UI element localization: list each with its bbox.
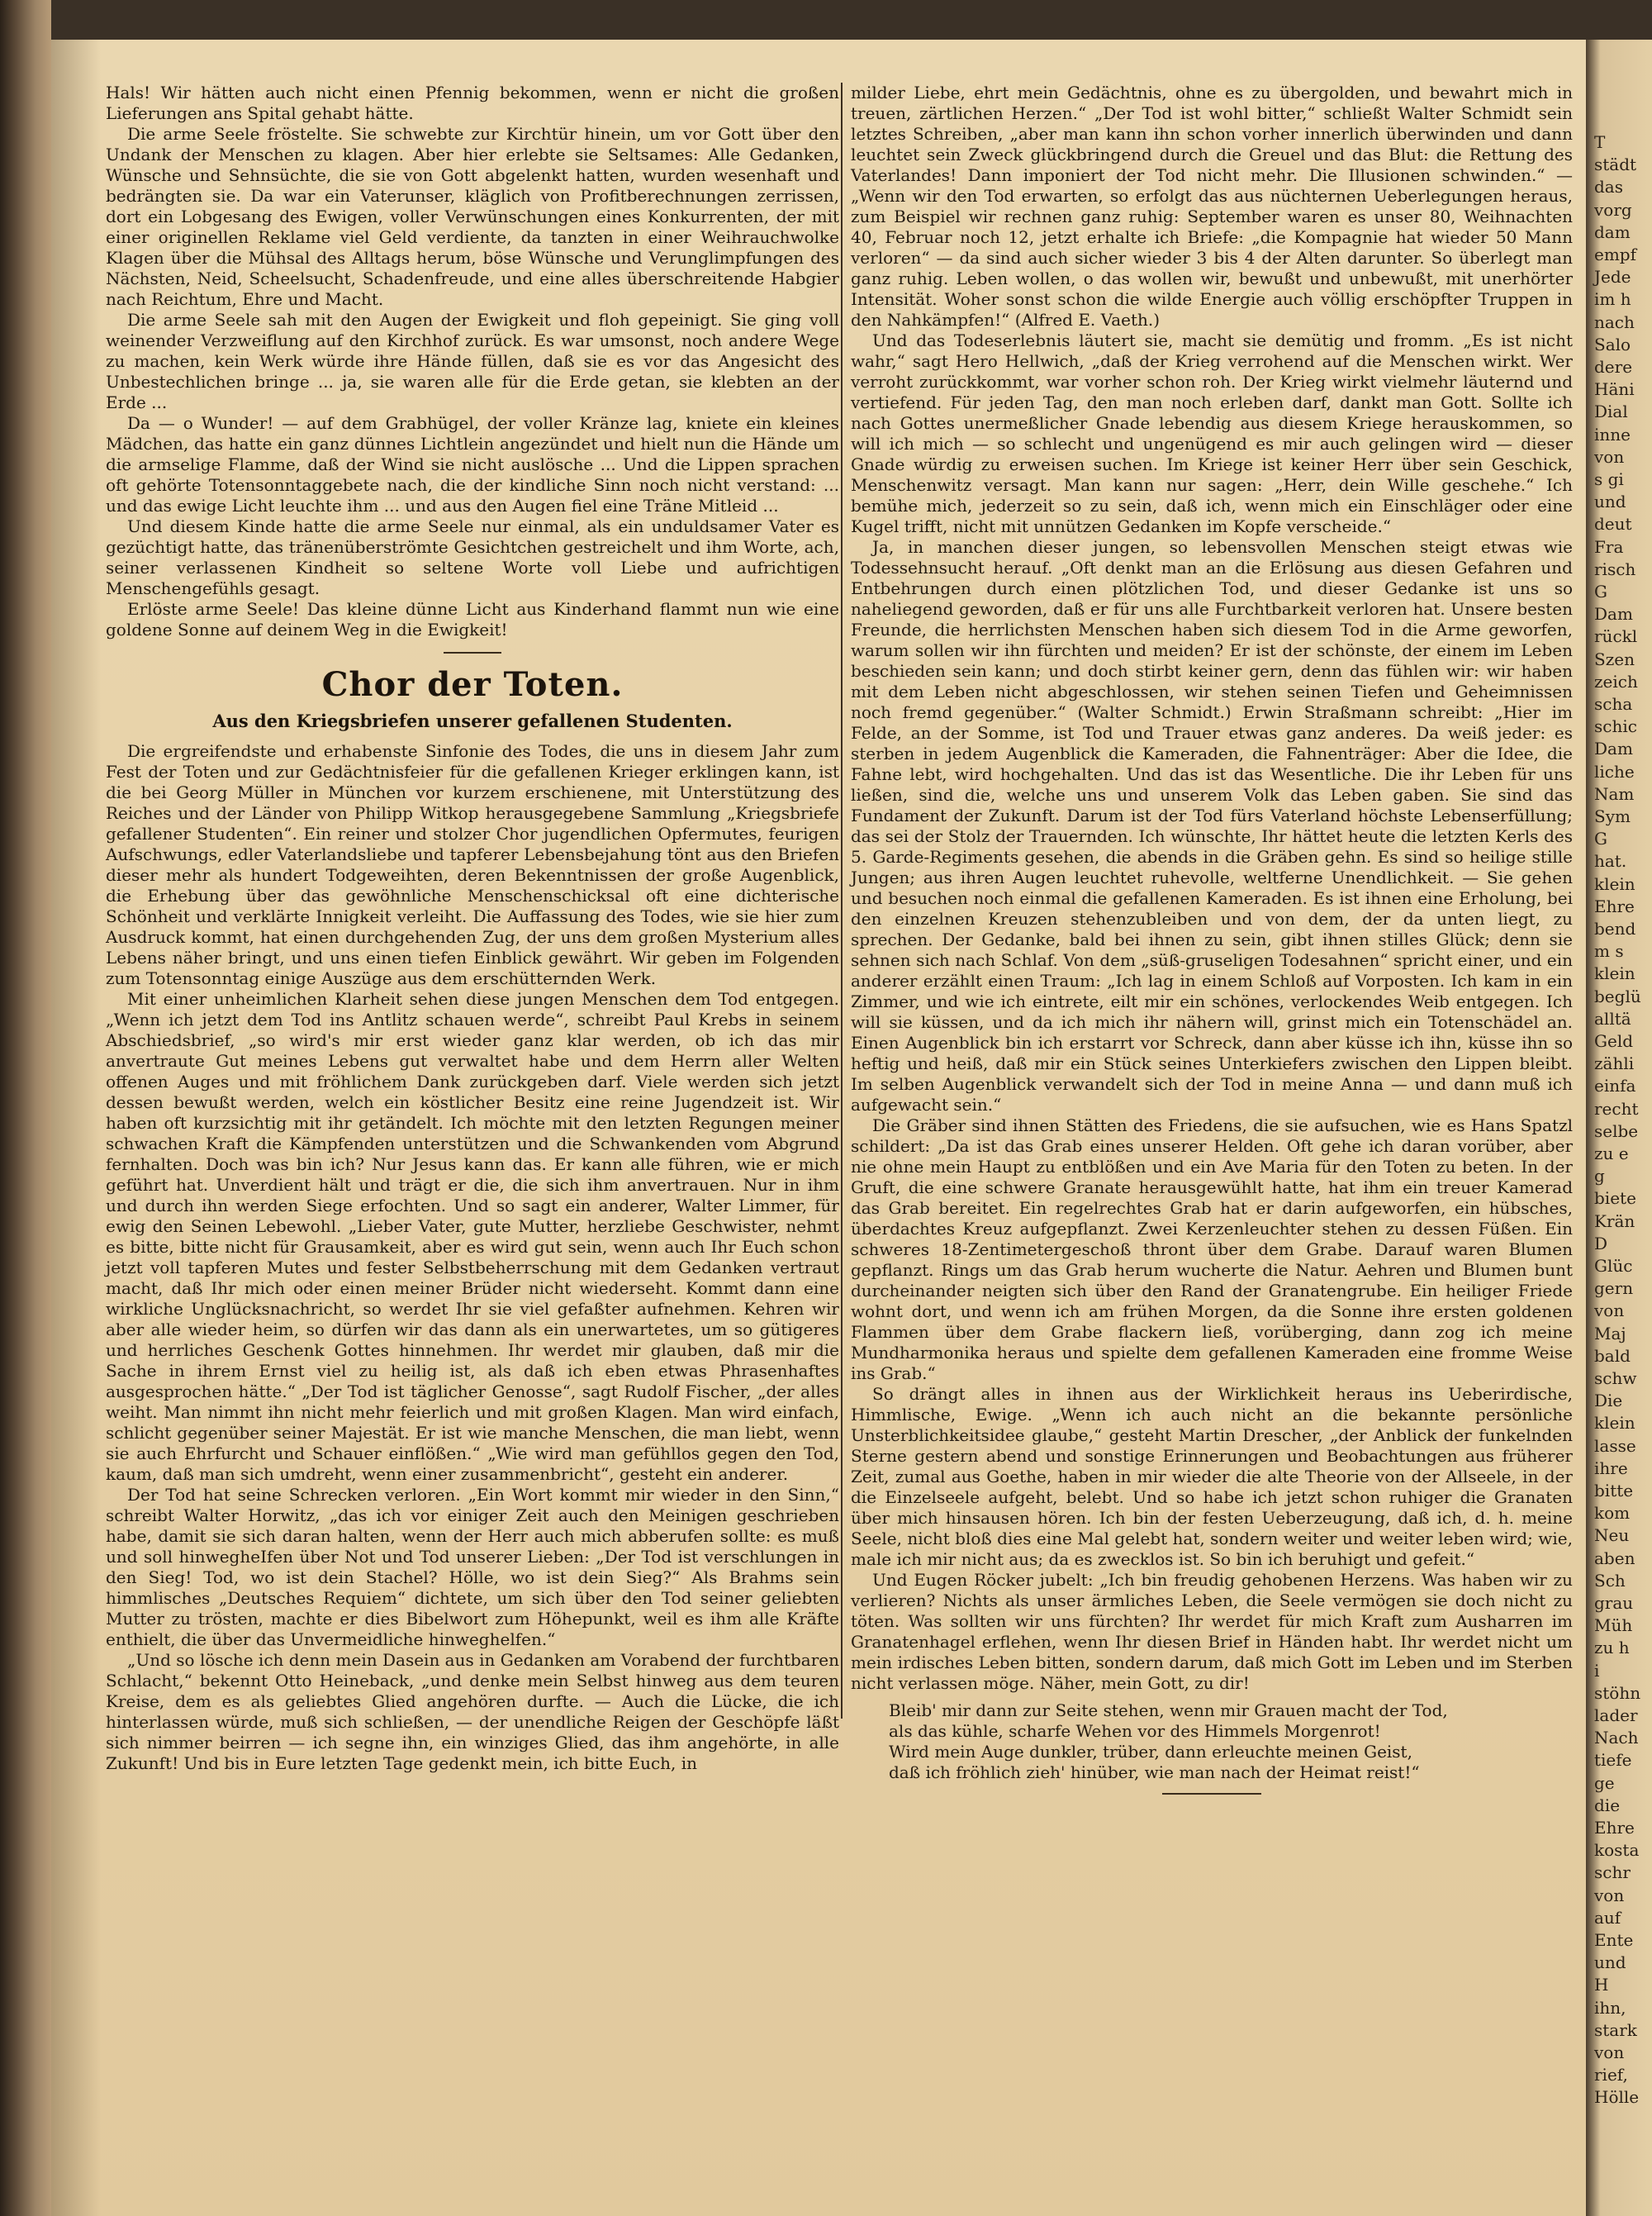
verse-line: daß ich fröhlich zieh' hinüber, wie man nach der Heimat reist!“ — [889, 1762, 1420, 1782]
adjacent-page-fragment: Glüc — [1594, 1256, 1633, 1276]
adjacent-page-fragment: bald — [1594, 1345, 1631, 1366]
adjacent-page-fragment: liche — [1594, 761, 1635, 782]
adjacent-page-fragment: Ehre — [1594, 1818, 1635, 1838]
column-rule — [841, 83, 843, 1719]
adjacent-page-fragment: lader — [1594, 1705, 1638, 1725]
adjacent-page-fragment: bend — [1594, 919, 1636, 939]
adjacent-page-fragment: Fra — [1594, 536, 1624, 557]
adjacent-page-fragment: Ehre — [1594, 896, 1635, 916]
adjacent-page-fragment: H — [1594, 1975, 1609, 1995]
adjacent-page-fragment: zähli — [1594, 1053, 1635, 1074]
article-paragraph: milder Liebe, ehrt mein Gedächtnis, ohne es zu übergolden, und bewahrt mich in treuen, zärtlichen Herzen.“ „Der Tod ist wohl bitter,“ schließt Walter Schmidt sein letztes Schreiben, „aber man kann ihn schon vorher innerlich überwinden und dann leuchtet sein Zweck glückbringend durch die Greuel und das Blut: die Rettung des Vaterlandes! Dann imponiert der Tod nicht mehr. Die Illusionen schwinden.“ — „Wenn wir den Tod erwarten, so erfolgt das aus nüchternen Ueberlegungen heraus, zum Beispiel wir rechnen ganz ruhig: September waren es unser 80, Weihnachten 40, Februar noch 12, jetzt erhalte ich Briefe: „die Kompagnie hat wieder 50 Mann verloren“ — da sind auch sicher wieder 3 bis 4 der Alten darunter. So überlegt man ganz ruhig. Leben wollen, o das wollen wir, bewußt und unbewußt, mit unerhörter Intensität. Woher sonst schon die wilde Energie auch völlig erschöpfter Truppen in den Nahkämpfen!“ (Alfred E. Vaeth.) — [851, 83, 1573, 330]
adjacent-page-fragment: städt — [1594, 155, 1637, 175]
adjacent-page-fragment: Hölle — [1594, 2087, 1640, 2108]
adjacent-page-fragment: kom — [1594, 1503, 1631, 1524]
adjacent-page-fragment: Salo — [1594, 334, 1631, 354]
adjacent-page-fragment: von — [1594, 1301, 1625, 1321]
article-paragraph: Und das Todeserlebnis läutert sie, macht sie demütig und fromm. „Es ist nicht wahr,“ sagt Hero Hellwich, „daß der Krieg verrohend auf die Menschen wirkt. Wer verroht zurückkommt, war vorher schon roh. Der Krieg wirkt vielmehr läuternd und vertiefend. Für jeden Tag, den man noch erleben darf, dankt man Gott. Sollte ich nach Gottes unermeßlicher Gnade lebendig aus diesem Kriege herauskommen, so will ich mich — so schlecht und ungenügend es mir auch gelingen wird — dieser Gnade würdig zu erweisen suchen. Im Kriege ist keiner Herr über sein Geschick, Menschenwitz versagt. Man kann nur sagen: „Herr, dein Wille geschehe.“ Ich bemühe mich, jederzeit so zu sein, daß ich, wenn mich ein Einschläger oder eine Kugel trifft, nicht mit unnützen Gedanken im Kopfe verscheide.“ — [851, 330, 1573, 536]
adjacent-page-fragment: ihre — [1594, 1458, 1628, 1478]
article-end-rule — [1162, 1793, 1261, 1795]
adjacent-page-fragment: Krän — [1594, 1210, 1635, 1231]
adjacent-page-fragment: von — [1594, 1885, 1625, 1905]
adjacent-page-fragment: einfa — [1594, 1076, 1636, 1096]
adjacent-page-fragment: stöhn — [1594, 1682, 1641, 1703]
adjacent-page-fragment: hat. — [1594, 851, 1627, 872]
adjacent-page-fragment: Sch — [1594, 1570, 1626, 1591]
adjacent-page-fragment: Nam — [1594, 783, 1635, 804]
adjacent-page-fragment: Geld — [1594, 1031, 1634, 1051]
intro-paragraph: Hals! Wir hätten auch nicht einen Pfennig bekommen, wenn er nicht die großen Lieferungen ans Spital gehabt hätte. — [106, 83, 839, 123]
adjacent-page-fragment: m s — [1594, 941, 1624, 962]
adjacent-page-fragment: das — [1594, 177, 1623, 197]
adjacent-page-fragment: rief, — [1594, 2065, 1628, 2085]
adjacent-page-fragment: Maj — [1594, 1323, 1626, 1343]
adjacent-page-fragment: dere — [1594, 357, 1633, 377]
adjacent-page-fragment: Jede — [1594, 267, 1631, 288]
adjacent-page-fragment: Dam — [1594, 604, 1633, 625]
adjacent-page-fragment: zu e — [1594, 1144, 1629, 1163]
adjacent-page-fragment: risch — [1594, 559, 1636, 579]
adjacent-page-fragment: klein — [1594, 873, 1635, 894]
article-subtitle: Aus den Kriegsbriefen unserer gefallenen Studenten. — [212, 711, 733, 731]
adjacent-page-fragment: dam — [1594, 221, 1631, 242]
article-paragraph: Und Eugen Röcker jubelt: „Ich bin freudig gehobenen Herzens. Was haben wir zu verlieren? Nichts als unser ärmliches Leben, die Seele vermögen sie doch nicht zu töten. Was sollten wir uns fürchten? Ihr werdet für mich Kraft zum Ausharren im Granatenhagel erflehen, wenn Ihr diesen Brief in Händen habt. Ihr werdet nicht um mein irdisches Leben bitten, sondern darum, daß mich Gott im Leben und im Sterben nicht verlassen möge. Näher, mein Gott, zu dir! — [851, 1570, 1573, 1693]
adjacent-page-fragment: Nach — [1594, 1728, 1639, 1748]
article-paragraph: Mit einer unheimlichen Klarheit sehen diese jungen Menschen dem Tod entgegen. „Wenn ich jetzt dem Tod ins Antlitz schauen werde“, schreibt Paul Krebs in seinem Abschiedsbrief, „so wird's mir erst wieder ganz klar werden, ob ich das mir anvertraute Gut meines Lebens gut verwaltet habe und dem Herrn aller Welten offenen Auges und mit fröhlichem Dank zurückgeben darf. Viele werden sich jetzt dessen bewußt werden, welch ein köstlicher Besitz eine reine Jugendzeit ist. Wir haben oft kurzsichtig mit ihr getändelt. Ich möchte mit den letzten Regungen meiner schwachen Kraft die Kämpfenden unterstützen und die Schwankenden vom Abgrund fernhalten. Doch was bin ich? Nur Jesus kann das. Er kann alle führen, wie er mich geführt hat. Unverdient hält und trägt er die, die sich ihm anvertrauen. Nur in ihm und durch ihn werden Siege erfochten. Und so sagt ein anderer, Walter Limmer, für ewig den Seinen Lebewohl. „Lieber Vater, gute Mutter, herzliebe Geschwister, nehmt es bitte, bitte nicht für Grausamkeit, aber es wird gut sein, wenn auch Ihr Euch schon jetzt voll tapferen Mutes und fester Selbstbeherrschung mit dem Gedanken vertraut macht, daß Ihr mich oder einen meiner Brüder nicht wiederseht. Kommt dann eine wirkliche Unglücksnachricht, so werdet Ihr sie viel gefaßter aufnehmen. Kehren wir aber alle wieder heim, so dürfen wir das dann als ein unerwartetes, um so gütigeres und herrliches Geschenk Gottes hinnehmen. Ihr werdet mir glauben, daß mir die Sache in ihrem Ernst viel zu heilig ist, als daß ich eben etwas Phrasenhaftes ausgesprochen hätte.“ „Der Tod ist täglicher Genosse“, sagt Rudolf Fischer, „der alles weiht. Man nimmt ihn nicht mehr feierlich und mit großen Klagen. Man wird einfach, schlicht gegenüber seiner Majestät. Er ist wie manche Menschen, die man liebt, wenn sie auch Ehrfurcht und Schauer einflößen.“ „Wie wird man gefühllos gegen den Tod, kaum, daß man sich umdreht, wenn einer zusammenbricht“, gesteht ein anderer. — [106, 989, 839, 1484]
adjacent-page-fragment: gern — [1594, 1278, 1634, 1299]
adjacent-page-fragment: klein — [1594, 1413, 1635, 1434]
adjacent-page-fragment: im h — [1594, 289, 1631, 310]
adjacent-page-fragment: rückl — [1594, 626, 1638, 647]
adjacent-page-fragment: ihn, — [1594, 1997, 1626, 2018]
adjacent-page-fragment: grau — [1594, 1593, 1634, 1613]
adjacent-page-fragment: aben — [1594, 1548, 1635, 1568]
adjacent-page-fragment: schic — [1594, 716, 1637, 737]
verse-line: Wird mein Auge dunkler, trüber, dann erleuchte meinen Geist, — [889, 1742, 1412, 1762]
intro-paragraph: Die arme Seele fröstelte. Sie schwebte zur Kirchtür hinein, um vor Gott über den Undank der Menschen zu klagen. Aber hier erlebte sie Seltsames: Alle Gedanken, Wünsche und Sehnsüchte, die sie von Gott abgelenkt hatten, wurden wesenhaft und bedrängten sie. Da war ein Vaterunser, kläglich von Profitberechnungen zerrissen, dort ein Lobgesang des Ewigen, voller Verwünschungen eines Konkurrenten, der mit einer originellen Reklame viel Geld verdiente, da tanzten in einer Weihrauchwolke Klagen über die Mühsal des Alltags herum, böse Wünsche und Verunglimpfungen des Nächsten, Neid, Scheelsucht, Schadenfreude, und eine alles überschreitende Habgier nach Reichtum, Ehre und Macht. — [106, 124, 839, 309]
article-paragraph: Die ergreifendste und erhabenste Sinfonie des Todes, die uns in diesem Jahr zum Fest der Toten und zur Gedächtnisfeier für die gefallenen Krieger erklingen kann, ist die bei Georg Müller in München vor kurzem erschienene, mit Unterstützung des Reiches und der Länder von Philipp Witkop herausgegebene Sammlung „Kriegsbriefe gefallener Studenten“. Ein reiner und stolzer Chor jugendlichen Opfermutes, feurigen Aufschwungs, edler Vaterlandsliebe und tapferer Lebensbejahung tönt aus den Briefen dieser mehr als hundert Todgeweihten, deren Bekenntnissen der große Augenblick, die Erhebung über das gewöhnliche Menschenschicksal oft eine dichterische Schönheit und verklärte Innigkeit verleiht. Die Auffassung des Todes, wie sie hier zum Ausdruck kommt, hat einen durchgehenden Zug, der uns dem großen Mysterium alles Lebens näher bringt, und uns einen tiefen Einblick gewährt. Wir geben im Folgenden zum Totensonntag einige Auszüge aus dem erschütternden Werk. — [106, 741, 839, 988]
adjacent-page-fragment: alltä — [1594, 1008, 1631, 1029]
adjacent-page-fragment: G — [1594, 582, 1607, 602]
adjacent-page-fragment: Müh — [1594, 1615, 1633, 1636]
intro-paragraph: Erlöste arme Seele! Das kleine dünne Licht aus Kinderhand flammt nun wie eine goldene Sonne auf deinem Weg in die Ewigkeit! — [106, 599, 839, 640]
article-paragraph: „Und so lösche ich denn mein Dasein aus in Gedanken am Vorabend der furchtbaren Schlacht,“ bekennt Otto Heineback, „und denke mein Selbst hinweg aus dem teuren Kreise, dem es als geliebtes Glied angehören durfte. — Auch die Lücke, die ich hinterlassen würde, muß sich schließen, — der unendliche Reigen der Geschöpfe läßt sich nimmer beirren — ich segne ihn, ein winziges Glied, das ihm angehörte, in alle Zukunft! Und bis in Eure letzten Tage gedenkt mein, ich bitte Euch, in — [106, 1650, 839, 1773]
article-paragraph: Der Tod hat seine Schrecken verloren. „Ein Wort kommt mir wieder in den Sinn,“ schreibt Walter Horwitz, „das ich vor einiger Zeit auch den Meinigen geschrieben habe, damit sie sich daran halten, wenn der Herr auch mich abberufen sollte: es muß und soll hinwegheIfen über Not und Tod unserer Lieben: „Der Tod ist verschlungen in den Sieg! Tod, wo ist dein Stachel? Hölle, wo ist dein Sieg?“ Als Brahms sein himmlisches „Deutsches Requiem“ dichtete, um sich über den Tod seiner geliebten Mutter zu trösten, machte er dies Bibelwort zum Höhepunkt, weil es ihm alle Kräfte enthielt, die über das Unvermeidliche hinweghelfen.“ — [106, 1485, 839, 1649]
article-paragraph: Die Gräber sind ihnen Stätten des Friedens, die sie aufsuchen, wie es Hans Spatzl schildert: „Da ist das Grab eines unserer Helden. Oft gehe ich daran vorüber, aber nie ohne mein Haupt zu entblößen und ein Ave Maria für den Toten zu beten. In der Gruft, die eine schwere Granate herausgewühlt hatte, hat ihm ein treuer Kamerad das Grab bereitet. Ein regelrechtes Grab hat er darin aufgeworfen, ein hübsches, überdachtes Kreuz aufgepflanzt. Zwei Kerzenleuchter stehen zu dessen Füßen. Ein schweres 18-Zentimetergeschoß thront über dem Grabe. Darauf waren Blumen gepflanzt. Rings um das Grab herum wucherte die Natur. Aehren und Blumen bunt durcheinander neigten sich über den Rand der Granatengrube. Ein heiliger Friede wohnt dort, und wenn ich am frühen Morgen, da die Sonne ihre ersten goldenen Flammen über dem Grabe flackern ließ, vorüberging, dann zog ich meine Mundharmonika heraus und spielte dem gefallenen Kameraden eine fromme Weise ins Grab.“ — [851, 1115, 1573, 1383]
adjacent-page-fragment: zeich — [1594, 671, 1638, 692]
adjacent-page-fragment: i — [1594, 1660, 1600, 1681]
adjacent-page-fragment: empf — [1594, 245, 1637, 264]
adjacent-page-fragment: Sym — [1594, 806, 1631, 826]
adjacent-page-fragment: stark — [1594, 2019, 1637, 2040]
adjacent-page-fragment: G — [1594, 829, 1607, 849]
adjacent-page-fragment: Neu — [1594, 1525, 1630, 1546]
adjacent-page-fragment: auf — [1594, 1907, 1621, 1928]
adjacent-page-fragment: Die — [1594, 1391, 1623, 1411]
verse-line: Bleib' mir dann zur Seite stehen, wenn mir Grauen macht der Tod, — [889, 1700, 1448, 1720]
adjacent-page-fragment: klein — [1594, 963, 1635, 984]
adjacent-page-fragment: schw — [1594, 1368, 1637, 1388]
adjacent-page-fragment: D — [1594, 1233, 1608, 1253]
adjacent-page-fragment: Szen — [1594, 649, 1635, 669]
adjacent-page-fragment: scha — [1594, 694, 1633, 714]
adjacent-page-fragment: selbe — [1594, 1120, 1639, 1141]
intro-paragraph: Da — o Wunder! — auf dem Grabhügel, der voller Kränze lag, kniete ein kleines Mädchen, das hatte ein ganz dünnes Lichtlein angezündet und hielt nun die Hände um die armselige Flamme, daß der Wind sie nicht auslösche ... Und die Lippen sprachen oft gehörte Totensonntaggebete nach, die der kindliche Sinn noch nicht verstand: ... und das ewige Licht leuchte ihm ... und aus den Augen fiel eine Träne Mitleid ... — [106, 413, 839, 516]
section-divider — [444, 652, 501, 654]
adjacent-page-fragment: ge — [1594, 1772, 1615, 1793]
adjacent-page-fragment: Dial — [1594, 402, 1628, 422]
adjacent-page-edge — [1586, 40, 1652, 2216]
adjacent-page-fragment: vorg — [1594, 199, 1632, 220]
adjacent-page-fragment: Dam — [1594, 739, 1633, 759]
adjacent-page-fragment: die — [1594, 1795, 1621, 1815]
adjacent-page-fragment: nach — [1594, 311, 1635, 332]
closing-verse — [889, 1700, 1573, 1783]
adjacent-page-fragment: zu h — [1594, 1638, 1630, 1658]
article-paragraph: Ja, in manchen dieser jungen, so lebensvollen Menschen steigt etwas wie Todessehnsucht herauf. „Oft denkt man an die Erlösung aus diesen Gefahren und Entbehrungen durch einen plötzlichen Tod, und dieser Gedanke ist uns so naheliegend geworden, daß er für uns alle Furchtbarkeit verloren hat. Unsere besten Freunde, die herrlichsten Menschen haben sich diesem Tod in die Arme geworfen, warum sollen wir ihn fürchten und meiden? Er ist der schönste, der einem im Leben beschieden sein kann; und doch stirbt keiner gern, denn das fühlen wir: wir haben mit dem Leben nicht abgeschlossen, wir stehen seinen Tiefen und Geheimnissen noch fremd gegenüber.“ (Walter Schmidt.) Erwin Straßmann schreibt: „Hier im Felde, an der Somme, ist Tod und Trauer etwas ganz anderes. Da weiß jeder: es sterben in jedem Augenblick die Kameraden, die Fahnenträger: Aber die Idee, die Fahne lebt, wird hochgehalten. Und das ist das Wesentliche. Die ihr Leben für uns ließen, sind die, welche uns und unserem Volk das Leben gaben. Sie sind das Fundament der Zukunft. Darum ist der Tod fürs Vaterland höchste Lebenserfüllung; das sei der Stolz der Trauernden. Ich wünschte, Ihr hättet heute die letzten Kerls des 5. Garde-Regiments gesehen, die abends in die Gräben gehn. Es sind so heilige stille Jungen; aus ihren Augen leuchtet ruhevolle, weltferne Unendlichkeit. — Sie gehen und besuchen noch einmal die gefallenen Kameraden. Es ist ihnen eine Erholung, bei den einzelnen Kreuzen stehenzubleiben und von dem, der da unten liegt, zu sprechen. Der Gedanke, bald bei ihnen zu sein, gibt ihnen stilles Glück; denn sie sehnen sich nach Schlaf. Von dem „süß-gruseligen Todesahnen“ spricht einer, und ein anderer erzählt einen Traum: „Ich lag in einem Schloß auf Vorposten. Ich kam in ein Zimmer, und wie ich eintrete, eilt mir ein schönes, verlockendes Weib entgegen. Ich will sie küssen, und da ich mich ihr nähern will, grinst mich ein Totenschädel an. Einen Augenblick bin ich erstarrt vor Schreck, dann aber küsse ich ihn, küsse ihn so heftig und heiß, daß mir ein Stück seines Unterkiefers zwischen den Lippen bleibt. Im selben Augenblick verwandelt sich der Tod in meine Anna — und dann muß ich aufgewacht sein.“ — [851, 537, 1573, 1115]
verse-line: als das kühle, scharfe Wehen vor des Himmels Morgenrot! — [889, 1721, 1381, 1741]
intro-paragraph: Die arme Seele sah mit den Augen der Ewigkeit und floh gepeinigt. Sie ging voll weinender Verzweiflung auf den Kirchhof zurück. Es war umsonst, noch andere Wege zu machen, kein Werk würde ihre Hände füllen, daß sie es vor das Angesicht des Unbestechlichen bringe ... ja, sie waren alle für die Erde getan, sie klebten an der Erde ... — [106, 310, 839, 412]
adjacent-page-fragment: und — [1594, 492, 1626, 512]
adjacent-page-fragment: g — [1594, 1166, 1605, 1186]
adjacent-page-fragment: tiefe — [1594, 1750, 1632, 1771]
adjacent-page-fragment: kosta — [1594, 1840, 1640, 1861]
adjacent-page-fragment: bitte — [1594, 1481, 1634, 1500]
article-paragraph: So drängt alles in ihnen aus der Wirklichkeit heraus ins Ueberirdische, Himmlische, Ewige. „Wenn ich auch nicht an die bekannte persönliche Unsterblichkeitsidee glaube,“ gesteht Martin Drescher, „der Anblick der funkelnden Sterne gestern abend und sonstige Erinnerungen und Beobachtungen aus früherer Zeit, zumal aus Goethe, haben in mir wieder die alte Theorie von der Allseele, in der die Einzelseele aufgeht, belebt. Und so habe ich jetzt schon ruhiger die Granaten über mich hinsausen hören. Ich bin der festen Ueberzeugung, daß ich, d. h. meine Seele, nicht bloß dies eine Mal gelebt hat, sondern weiter und weiter leben wird; wie, male ich mir nicht aus; da es zwecklos ist. So bin ich beruhigt und gefeit.“ — [851, 1384, 1573, 1569]
adjacent-page-fragment: recht — [1594, 1098, 1639, 1119]
adjacent-page-fragment: und — [1594, 1952, 1626, 1973]
book-spine — [0, 0, 51, 2216]
adjacent-page-fragment: s gi — [1594, 469, 1624, 489]
adjacent-page-fragment: schr — [1594, 1862, 1631, 1883]
adjacent-page-fragment: beglü — [1594, 986, 1641, 1006]
left-column — [106, 83, 839, 1774]
adjacent-page-fragment: Ente — [1594, 1930, 1634, 1950]
adjacent-page-fragment: Häni — [1594, 379, 1635, 400]
adjacent-page-fragment: biete — [1594, 1188, 1636, 1209]
article-title: Chor der Toten. — [321, 665, 624, 704]
intro-paragraph: Und diesem Kinde hatte die arme Seele nur einmal, als ein unduldsamer Vater es gezüchtigt hatte, das tränenüberströmte Gesichtchen gestreichelt und ihm Worte, ach, seiner verlassenen Kindheit so seltene Worte voll Liebe und aufrichtigen Menschengefühls gesagt. — [106, 516, 839, 598]
adjacent-page-fragment: inne — [1594, 424, 1631, 445]
right-column — [851, 83, 1573, 1795]
adjacent-page-fragment: lasse — [1594, 1435, 1636, 1456]
adjacent-page-fragment: von — [1594, 446, 1625, 467]
adjacent-page-fragment: von — [1594, 2042, 1625, 2062]
adjacent-page-fragment: deut — [1594, 514, 1632, 535]
adjacent-page-fragment: T — [1594, 132, 1606, 152]
